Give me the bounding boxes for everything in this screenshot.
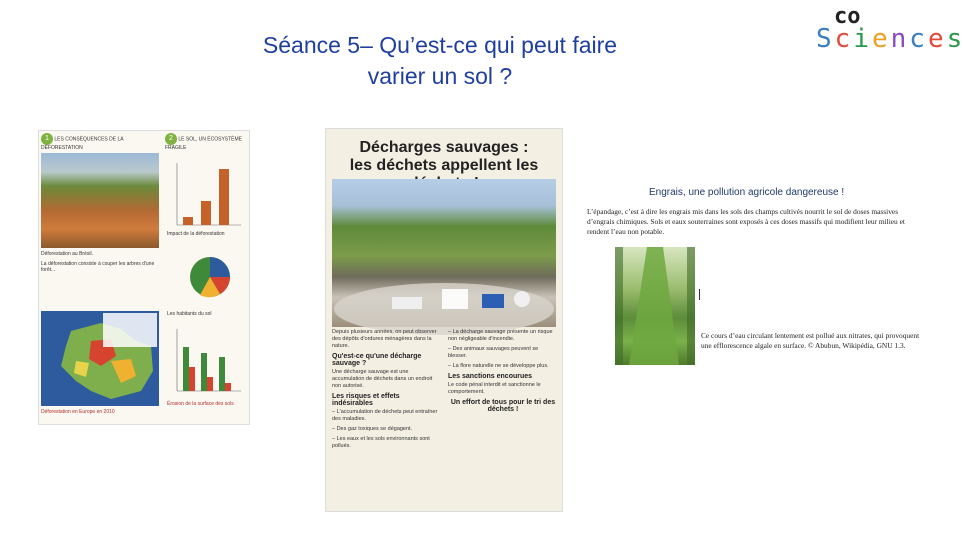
article-subheading: Un effort de tous pour le tri des déchets !	[450, 399, 556, 413]
headline-line-2: les déchets appellent les	[349, 157, 539, 174]
sciences-logo	[812, 4, 965, 64]
article-col-1	[332, 329, 442, 453]
pie-caption: Les habitants du sol	[167, 311, 212, 317]
photo-caption: Déforestation au Brésil.	[41, 251, 93, 257]
title-line-2: varier un sol ?	[367, 63, 513, 89]
logo-letter: n	[890, 24, 910, 54]
doc1-header	[41, 133, 161, 151]
bars2-caption: Érosion de la surface des sols	[167, 401, 234, 407]
doc2-title	[165, 133, 249, 151]
doc-number-badge: 1	[41, 133, 53, 145]
logo-letter: c	[834, 24, 854, 54]
scan-left-page	[39, 131, 164, 424]
doc1-body: La déforestation consiste à couper les arbres d'une forêt...	[41, 261, 155, 273]
engrais-heading: Engrais, une pollution agricole dangereuse !	[649, 187, 845, 198]
bar-chart-2	[171, 327, 243, 397]
article-text: Depuis plusieurs années, on peut observer des dépôts d'ordures ménagères dans la nature.	[332, 329, 437, 349]
bars-caption: Impact de la déforestation	[167, 231, 225, 237]
deforestation-photo	[41, 153, 159, 248]
article-text: – La flore naturelle ne se développe plus.	[448, 363, 549, 369]
magazine-scan-decharges	[325, 128, 563, 512]
dump-illustration	[332, 179, 556, 327]
canal-illustration	[615, 247, 695, 365]
article-subheading: Les sanctions encourues	[448, 373, 533, 380]
doc1-title: LES CONSÉQUENCES DE LA DÉFORESTATION	[41, 136, 124, 151]
article-text: Le code pénal interdit et sanctionne le comportement.	[448, 382, 541, 395]
article-text: Une décharge sauvage est une accumulation de déchets dans un endroit non autorisé.	[332, 369, 433, 389]
doc-number-badge: 2	[165, 133, 177, 145]
article-subheading: Les risques et effets indésirables	[332, 393, 400, 407]
article-text: – Des animaux sauvages peuvent se blesser.	[448, 346, 539, 359]
canal-photo	[615, 247, 695, 365]
logo-letter: s	[946, 24, 965, 54]
slide-title	[200, 30, 680, 92]
bar-chart-1	[171, 161, 243, 231]
logo-letter: c	[909, 24, 928, 54]
text-cursor-mark	[699, 289, 700, 300]
europe-map	[41, 311, 159, 406]
article-text: – Des gaz toxiques se dégagent.	[332, 426, 413, 432]
logo-letter: e	[927, 24, 947, 54]
headline-line-1: Décharges sauvages :	[359, 139, 529, 156]
article-text: – La décharge sauvage présente un risque non négligeable d'incendie.	[448, 329, 553, 342]
doc2-title-text: LE SOL, UN ÉCOSYSTÈME FRAGILE	[165, 136, 243, 151]
canal-caption: Ce cours d’eau circulant lentement est pollué aux nitrates, qui provoquent une efflorescence algale en surface. © Abubun, Wikipédia, GNU 1.3.	[701, 331, 920, 350]
article-subheading: Qu'est-ce qu'une décharge sauvage ?	[332, 353, 422, 367]
textbook-scan-deforestation	[38, 130, 250, 425]
logo-letter: e	[871, 24, 891, 54]
logo-word	[816, 24, 965, 54]
article-col-2	[448, 329, 558, 415]
logo-co: co	[834, 4, 861, 29]
map-caption: Déforestation en Europe en 2010	[41, 409, 115, 415]
logo-letter: S	[816, 24, 835, 54]
dump-photo	[332, 179, 556, 327]
logo-letter: i	[853, 24, 872, 54]
article-text: – L'accumulation de déchets peut entraîner des maladies.	[332, 409, 438, 422]
scan-right-page	[165, 131, 249, 424]
title-line-1: Séance 5– Qu’est-ce qui peut faire	[262, 32, 618, 58]
article-text: – Les eaux et les sols environnants sont pollués.	[332, 436, 430, 449]
engrais-document	[585, 183, 930, 378]
engrais-paragraph: L’épandage, c’est à dire les engrais mis dans les sols des champs cultivés nourrit le sol de doses massives d’engrais chimiques. Sols et eaux souterraines sont exposés à ces doses massifs qui modifient leur milieu et rendent l’eau non potable.	[587, 207, 905, 236]
pie-chart	[175, 249, 245, 309]
